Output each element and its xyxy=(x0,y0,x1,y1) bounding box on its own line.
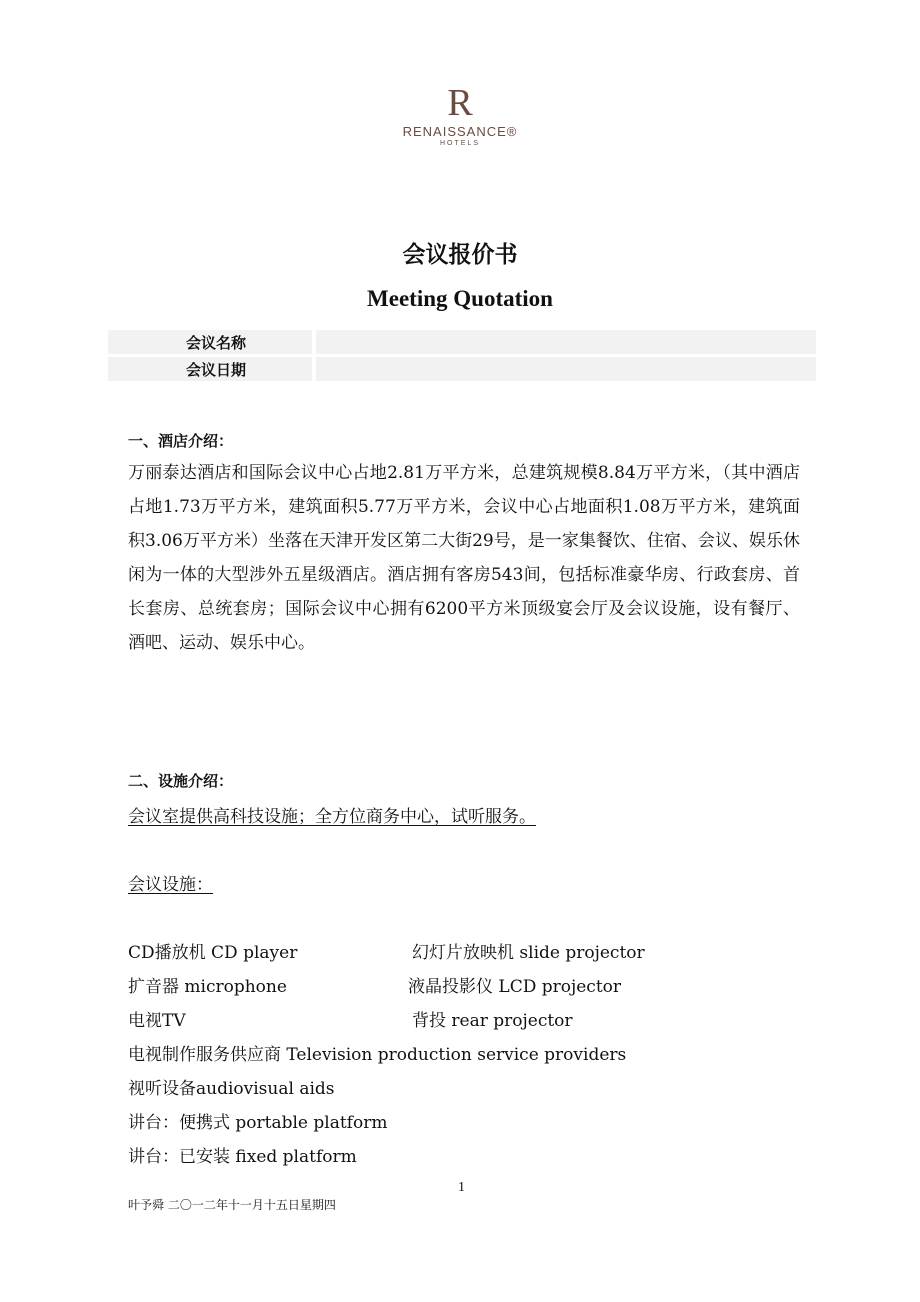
logo-mark: R xyxy=(447,82,473,124)
meeting-info-table xyxy=(108,327,816,384)
facility-item: 讲台：已安装 fixed platform xyxy=(128,1147,357,1167)
facility-item: 背投 rear projector xyxy=(412,1011,573,1031)
facility-item: 液晶投影仪 LCD projector xyxy=(408,977,622,997)
facility-item: 电视制作服务供应商 Television production service providers xyxy=(128,1045,627,1065)
facility-item: CD播放机 CD player xyxy=(128,943,298,963)
title-chinese: 会议报价书 xyxy=(402,241,518,268)
facility-item: 电视TV xyxy=(128,1011,186,1031)
logo-sub: HOTELS xyxy=(439,140,480,147)
meeting-date-value xyxy=(316,357,816,381)
facility-item: 视听设备audiovisual aids xyxy=(128,1079,335,1099)
facility-item: 讲台：便携式 portable platform xyxy=(128,1113,388,1133)
facility-item: 幻灯片放映机 slide projector xyxy=(412,943,645,963)
facilities-heading: 会议设施： xyxy=(128,875,213,895)
hotel-logo xyxy=(0,84,920,147)
page-number: 1 xyxy=(458,1180,465,1195)
facilities-intro: 会议室提供高科技设施；全方位商务中心，试听服务。 xyxy=(128,807,536,827)
logo-brand: RENAISSANCE® xyxy=(402,124,518,139)
meeting-name-value xyxy=(316,330,816,354)
title-english: Meeting Quotation xyxy=(367,286,553,311)
meeting-date-label: 会议日期 xyxy=(108,357,316,381)
section2-heading: 二、设施介绍： xyxy=(128,772,234,790)
facility-item: 扩音器 microphone xyxy=(128,977,287,997)
table-row xyxy=(108,357,816,381)
section1-heading: 一、酒店介绍： xyxy=(128,432,234,450)
meeting-name-label: 会议名称 xyxy=(108,330,316,354)
hotel-intro-paragraph: 万丽泰达酒店和国际会议中心占地2.81万平方米，总建筑规模8.84万平方米，（其中酒店占地1.73万平方米，建筑面积5.77万平方米，会议中心占地面积1.08万平方米，建筑面积3.06万平方米）坐落在天津开发区第二大街29号，是一家集餐饮、住宿、会议、娱乐休闲为一体的大型涉外五星级酒店。酒店拥有客房543间，包括标准豪华房、行政套房、首长套房、总统套房；国际会议中心拥有6200平方米顶级宴会厅及会议设施，设有餐厅、酒吧、运动、娱乐中心。 xyxy=(128,463,800,653)
table-row xyxy=(108,330,816,354)
footer-text: 叶予舜 二〇一二年十一月十五日星期四 xyxy=(128,1198,336,1212)
